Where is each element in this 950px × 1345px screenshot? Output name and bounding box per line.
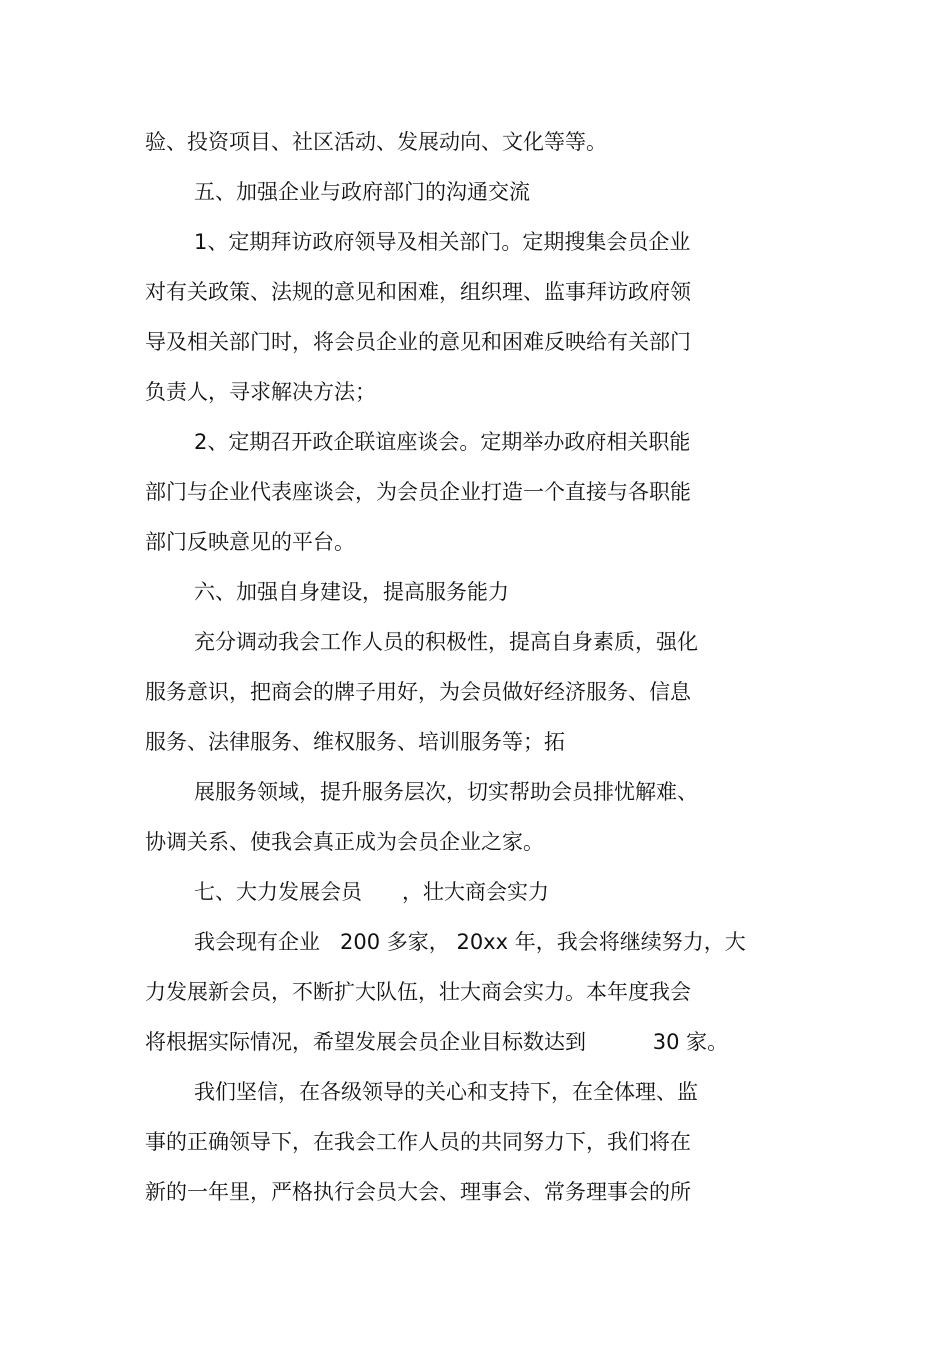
text-line: 我会现有企业 200 多家， 20xx 年，我会将继续努力，大 [194,930,746,954]
text-line: 1、定期拜访政府领导及相关部门。定期搜集会员企业 [194,230,691,254]
text-line: 服务、法律服务、维权服务、培训服务等；拓 [145,730,565,754]
text-line: 验、投资项目、社区活动、发展动向、文化等等。 [145,130,607,154]
text-line: 部门与企业代表座谈会，为会员企业打造一个直接与各职能 [145,480,691,504]
section-heading: 五、加强企业与政府部门的沟通交流 [194,180,530,204]
text-line: 将根据实际情况，希望发展会员企业目标数达到 30 家。 [145,1030,729,1054]
text-line: 充分调动我会工作人员的积极性，提高自身素质，强化 [194,630,698,654]
text-line: 服务意识，把商会的牌子用好，为会员做好经济服务、信息 [145,680,691,704]
text-line: 协调关系、使我会真正成为会员企业之家。 [145,830,544,854]
text-line: 2、定期召开政企联谊座谈会。定期举办政府相关职能 [194,430,691,454]
text-line: 对有关政策、法规的意见和困难，组织理、监事拜访政府领 [145,280,691,304]
text-line: 负责人，寻求解决方法； [145,380,376,404]
section-heading: 六、加强自身建设，提高服务能力 [194,580,509,604]
text-line: 我们坚信，在各级领导的关心和支持下，在全体理、监 [194,1080,698,1104]
section-heading: 七、大力发展会员 ，壮大商会实力 [194,880,550,904]
text-line: 部门反映意见的平台。 [145,530,355,554]
text-line: 展服务领域，提升服务层次，切实帮助会员排忧解难、 [194,780,698,804]
text-line: 新的一年里，严格执行会员大会、理事会、常务理事会的所 [145,1180,691,1204]
text-line: 导及相关部门时，将会员企业的意见和困难反映给有关部门 [145,330,691,354]
text-line: 力发展新会员，不断扩大队伍，壮大商会实力。本年度我会 [145,980,691,1004]
text-line: 事的正确领导下，在我会工作人员的共同努力下，我们将在 [145,1130,691,1154]
